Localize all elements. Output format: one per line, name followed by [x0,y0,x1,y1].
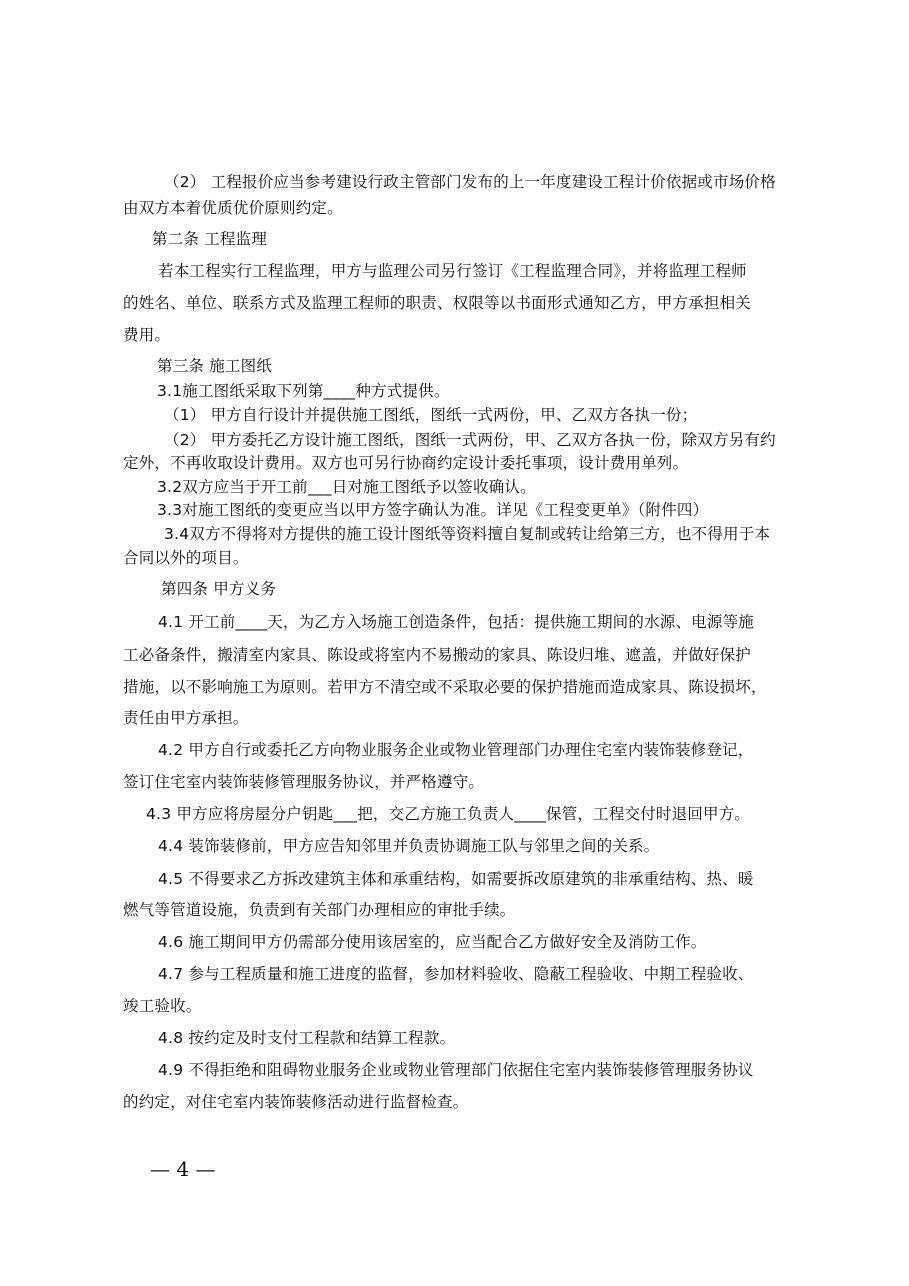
text-line: 措施，以不影响施工为原则。若甲方不清空或不采取必要的保护措施而造成家具、陈设损坏， [123,678,767,696]
text-line: 3.2双方应当于开工前___日对施工图纸予以签收确认。 [157,478,536,496]
text-line: 3.4双方不得将对方提供的施工设计图纸等资料擅自复制或转让给第三方，也不得用于本 [164,525,771,543]
text-line: 4.2 甲方自行或委托乙方向物业服务企业或物业管理部门办理住宅室内装饰装修登记， [158,741,754,759]
text-line: 签订住宅室内装饰装修管理服务协议，并严格遵守。 [123,773,485,791]
text-line: 由双方本着优质优价原则约定。 [123,199,343,217]
text-line: 合同以外的项目。 [123,549,249,567]
text-line: 费用。 [123,326,171,344]
text-line: 定外，不再收取设计费用。双方也可另行协商约定设计委托事项，设计费用单列。 [123,454,689,472]
text-line: 4.3 甲方应将房屋分户钥匙___把，交乙方施工负责人____保管，工程交付时退回甲方。 [146,805,751,823]
section-heading: 第三条 施工图纸 [157,357,273,375]
text-line: 3.3对施工图纸的变更应当以甲方签字确认为准。详见《工程变更单》（附件四） [157,501,709,519]
text-line: 若本工程实行工程监理，甲方与监理公司另行签订《工程监理合同》，并将监理工程师 [158,262,747,280]
section-heading: 第二条 工程监理 [152,230,268,248]
text-line: 4.6 施工期间甲方仍需部分使用该居室的，应当配合乙方做好安全及消防工作。 [158,933,707,951]
text-line: 的姓名、单位、联系方式及监理工程师的职责、权限等以书面形式通知乙方，甲方承担相关 [123,294,752,312]
text-line: 4.7 参与工程质量和施工进度的监督，参加材料验收、隐蔽工程验收、中期工程验收、 [158,965,754,983]
text-line: 4.1 开工前____天，为乙方入场施工创造条件，包括：提供施工期间的水源、电源等施 [158,613,754,631]
text-line: 责任由甲方承担。 [123,709,249,727]
text-line: 3.1施工图纸采取下列第____种方式提供。 [157,382,450,400]
text-line: 燃气等管道设施，负责到有关部门办理相应的审批手续。 [123,901,516,919]
text-line: 的约定，对住宅室内装饰装修活动进行监督检查。 [123,1093,469,1111]
section-heading: 第四条 甲方义务 [161,580,277,598]
text-line: 4.4 装饰装修前，甲方应告知邻里并负责协调施工队与邻里之间的关系。 [158,837,660,855]
text-line: 竣工验收。 [123,997,202,1015]
text-line: 4.5 不得要求乙方拆改建筑主体和承重结构，如需要拆改原建筑的非承重结构、热、暖 [158,870,754,888]
text-line: 4.9 不得拒绝和阻碍物业服务企业或物业管理部门依据住宅室内装饰装修管理服务协议 [158,1061,754,1079]
page-number: — 4 — [150,1157,216,1181]
text-line: （2） 甲方委托乙方设计施工图纸，图纸一式两份，甲、乙双方各执一份，除双方另有约 [164,431,776,449]
text-line: 4.8 按约定及时支付工程款和结算工程款。 [158,1029,456,1047]
text-line: （1） 甲方自行设计并提供施工图纸，图纸一式两份，甲、乙双方各执一份； [164,406,698,424]
text-line: 工必备条件，搬清室内家具、陈设或将室内不易搬动的家具、陈设归堆、遮盖，并做好保护 [123,646,752,664]
text-line: （2） 工程报价应当参考建设行政主管部门发布的上一年度建设工程计价依据或市场价格 [164,173,776,191]
